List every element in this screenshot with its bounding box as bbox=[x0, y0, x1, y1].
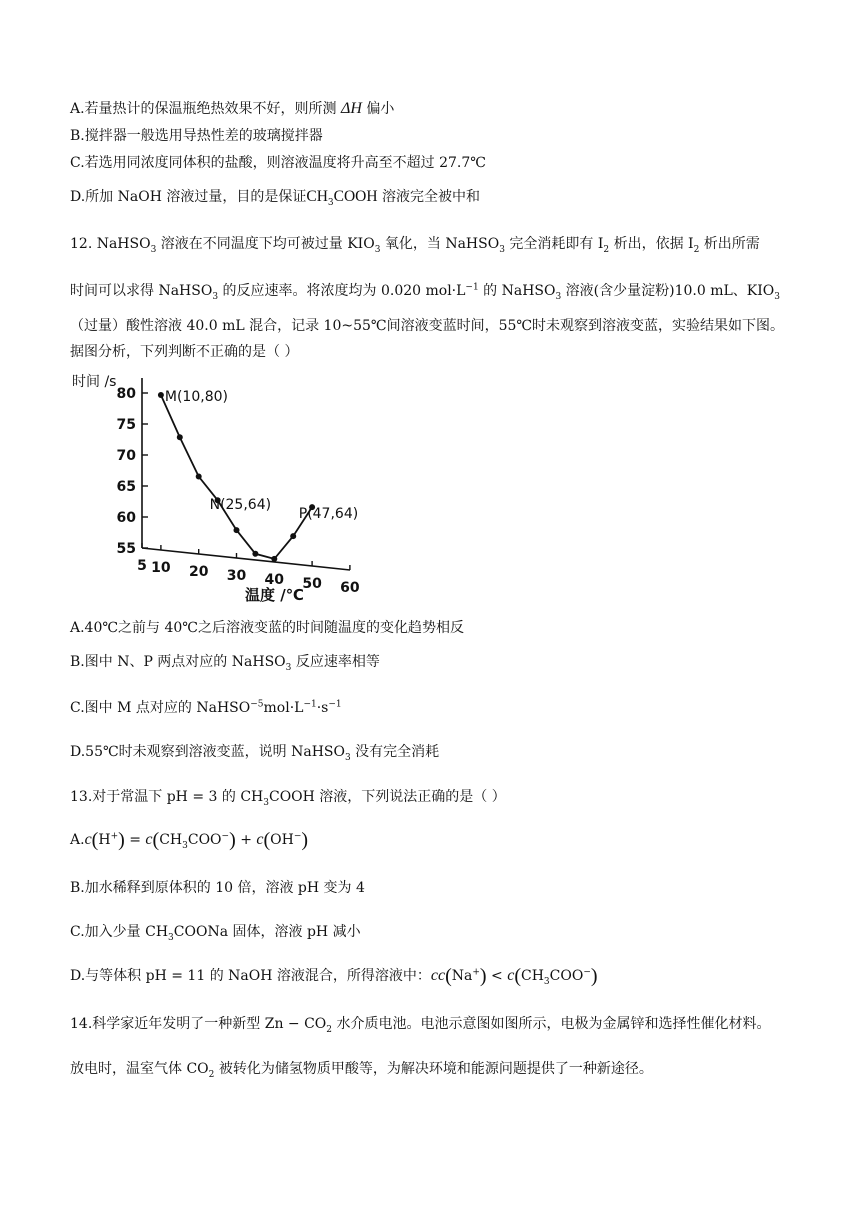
y-tick-label: 55 bbox=[116, 541, 136, 557]
q11-option-a: A.若量热计的保温瓶绝热效果不好，则所测 ΔH 偏小 bbox=[70, 100, 395, 117]
delta-h-symbol: ΔH bbox=[341, 100, 362, 117]
q12-stem-line-3: （过量）酸性溶液 40.0 mL 混合，记录 10~55℃间溶液变蓝时间，55℃时未观察到溶液变蓝，实验结果如下图。 bbox=[70, 318, 785, 334]
q11-option-c: C.若选用同浓度同体积的盐酸，则溶液温度将升高至不超过 27.7℃ bbox=[70, 155, 486, 171]
y-tick-label: 70 bbox=[116, 448, 136, 464]
point-annotation: N(25,64) bbox=[209, 497, 272, 514]
q14-stem-line-1: 14.科学家近年发明了一种新型 $Zn - CO_2$ 水介质电池。电池示意图如图所示，电极为金属锌和选择性催化材料。 bbox=[70, 1016, 771, 1035]
q12-option-a: A.40℃之前与 40℃之后溶液变蓝的时间随温度的变化趋势相反 bbox=[70, 620, 464, 636]
x-tick-label: 30 bbox=[226, 568, 247, 584]
x-tick-label: 5 bbox=[137, 558, 147, 574]
q12-stem-line-4: 据图分析，下列判断不正确的是（ ） bbox=[70, 344, 299, 360]
x-tick-label: 50 bbox=[302, 576, 322, 592]
q12-option-c: C.图中 M 点对应的 $NaHSO^{-5}mol\cdot L^{-1}\cdot s^{-1}$ bbox=[70, 699, 342, 716]
q11-option-d: D.所加 NaOH 溶液过量，目的是保证$CH_3COOH$ 溶液完全被中和 bbox=[70, 188, 481, 208]
q14-stem-line-2: 放电时，温室气体 $CO_2$ 被转化为储氢物质甲酸等，为解决环境和能源问题提供了一种新途径。 bbox=[70, 1061, 653, 1080]
y-tick-label: 75 bbox=[116, 417, 136, 433]
x-tick-label: 60 bbox=[340, 580, 360, 596]
x-axis bbox=[142, 548, 350, 570]
y-axis-label: 时间 /s bbox=[72, 374, 117, 390]
q13-option-a: $A.c(H^+) = c(CH_3COO^-) + c(OH^-)$ bbox=[70, 829, 309, 851]
y-tick-label: 60 bbox=[116, 510, 136, 526]
data-point bbox=[290, 533, 296, 539]
point-annotation: P(47,64) bbox=[298, 506, 359, 522]
data-point bbox=[158, 392, 164, 398]
data-point bbox=[252, 551, 258, 557]
point-annotation: M(10,80) bbox=[164, 389, 228, 405]
time-vs-temperature-chart bbox=[60, 360, 360, 610]
q12-stem-line-2: 时间可以求得 NaHSO$_3$ 的反应速率。将浓度均为 0.020 $mol\cdot L^{-1}$ 的 NaHSO$_3$ 溶液(含少量淀粉)10.0 mL、$KIO_3$ bbox=[70, 282, 780, 302]
y-tick-label: 65 bbox=[116, 479, 136, 495]
x-tick-label: 20 bbox=[188, 564, 209, 580]
series-line bbox=[161, 395, 312, 559]
data-point bbox=[271, 556, 277, 562]
q11-option-b: B.搅拌器一般选用导热性差的玻璃搅拌器 bbox=[70, 128, 323, 144]
y-tick-label: 80 bbox=[116, 386, 136, 402]
q13-option-c: C.加入少量 $CH_3COONa$ 固体，溶液 pH 减小 bbox=[70, 924, 361, 943]
q13-option-d: D.与等体积 pH = 11 的 NaOH 溶液混合，所得溶液中：$cc(Na^+) < c(CH_3COO^-)$ bbox=[70, 965, 598, 987]
data-point bbox=[234, 527, 240, 533]
x-tick-label: 40 bbox=[264, 572, 285, 588]
q13-option-b: B.加水稀释到原体积的 10 倍，溶液 pH 变为 4 bbox=[70, 880, 365, 896]
q12-option-b: B.图中 N、P 两点对应的 NaHSO$_3$ 反应速率相等 bbox=[70, 654, 380, 673]
data-point bbox=[196, 474, 202, 480]
q13-stem: 13.对于常温下 pH = 3 的 $CH_3COOH$ 溶液，下列说法正确的是（ ） bbox=[70, 789, 506, 808]
q12-stem-line-1: 12. NaHSO$_3$ 溶液在不同温度下均可被过量 $KIO_3$ 氧化，当 NaHSO$_3$ 完全消耗即有 $I_2$ 析出，依据 $I_2$ 析出所需 bbox=[70, 236, 760, 255]
data-point bbox=[177, 434, 183, 440]
x-tick-label: 10 bbox=[151, 560, 171, 576]
q12-option-d: D.55℃时未观察到溶液变蓝，说明 NaHSO$_3$ 没有完全消耗 bbox=[70, 744, 440, 763]
x-axis-label: 温度 /℃ bbox=[245, 586, 304, 604]
